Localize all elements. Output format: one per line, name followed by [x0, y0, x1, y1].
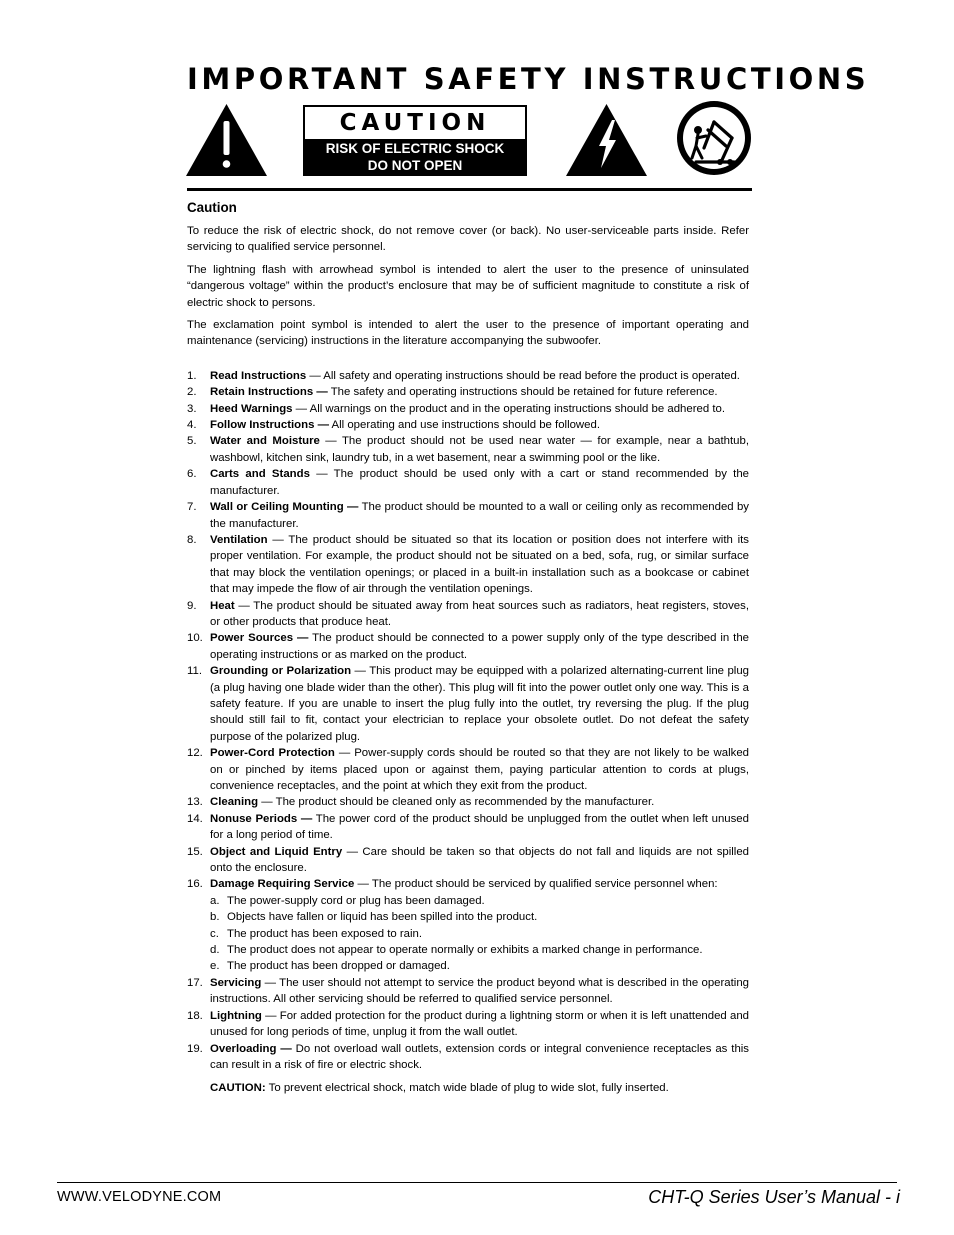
final-caution-text: To prevent electrical shock, match wide blade of plug to wide slot, fully inserted. — [265, 1082, 669, 1095]
item-text: The product should be mounted to a wall or ceiling only as recommended by the manufacturer. — [210, 501, 750, 530]
sub-list-item: d. The product does not appear to operate normally or exhibits a marked change in performance. — [210, 944, 703, 957]
item-number: 18. — [187, 1009, 203, 1022]
exclamation-triangle-icon — [186, 104, 267, 176]
item-title: Servicing — [210, 976, 262, 989]
item-number: 9. — [187, 599, 197, 612]
list-item: 13. Cleaning — The product should be cleaned only as recommended by the manufacturer. — [187, 794, 749, 810]
item-number: 13. — [187, 796, 203, 809]
item-number: 10. — [187, 632, 203, 645]
item-title: Cleaning — [210, 796, 259, 809]
item-number: 3. — [187, 402, 197, 415]
item-text: This product may be equipped with a polarized alternating-current line plug (a plug having one blade wider than the other). This plug will fit into the power outlet only one way. This is a safety feature. If you are unable to insert the plug fully into the outlet, try reversing the plug. If the plug should still fail to fit, contact your electrician to replace your obsolete outlet. Do not defeat the safety purpose of the polarized plug. — [210, 665, 749, 743]
list-item — [187, 417, 749, 433]
list-item: 15. Object and Liquid Entry — Care should be taken so that objects do not fall and liquids are not spilled onto the enclosure. — [187, 845, 749, 875]
item-title: Lightning — [210, 1009, 262, 1022]
item-number: 6. — [187, 468, 197, 481]
sub-list-item: e. The product has been dropped or damaged. — [210, 960, 450, 973]
item-text: The safety and operating instructions should be retained for future reference. — [330, 386, 718, 399]
item-number: 8. — [187, 533, 197, 546]
caution-label — [303, 105, 527, 176]
item-title: Overloading — — [210, 1042, 292, 1055]
item-number: 17. — [187, 976, 203, 989]
item-number: 12. — [187, 747, 203, 760]
final-caution-label: CAUTION: — [210, 1082, 266, 1095]
item-title: Carts and Stands — [210, 468, 310, 481]
item-text: The user should not attempt to service the product beyond what is described in the operating instructions. All other servicing should be referred to qualified service personnel. — [210, 976, 749, 1006]
item-text: All warnings on the product and in the operating instructions should be adhered to. — [309, 402, 725, 415]
item-text: All operating and use instructions should be followed. — [331, 419, 600, 432]
item-text: The product should be serviced by qualified service personnel when: — [371, 878, 718, 891]
list-item — [187, 630, 749, 663]
item-title: Wall or Ceiling Mounting — — [210, 501, 359, 514]
item-title: Damage Requiring Service — [210, 878, 355, 891]
list-item: 12. Power-Cord Protection — Power-supply cords should be routed so that they are not likely to be walked on or pinched by items placed upon or against them, paying particular attention to cords at plugs, convenience receptacles, and the point at which they exit from the product. — [187, 747, 749, 792]
item-number: 14. — [187, 812, 203, 825]
item-title: Ventilation — [210, 533, 268, 546]
caution-warning-panel — [305, 139, 525, 174]
caution-word: CAUTION — [339, 110, 491, 136]
list-item: 3. Heed Warnings — All warnings on the product and in the operating instructions should be adhered to. — [187, 401, 749, 417]
item-number: 7. — [187, 501, 197, 514]
list-item — [187, 499, 749, 532]
intro-paragraph: The lightning flash with arrowhead symbol is intended to alert the user to the presence of uninsulated “dangerous voltage” within the product’s enclosure that may be of sufficient magnitude to constitute a risk of electric shock to persons. — [187, 263, 749, 309]
list-item — [187, 384, 749, 400]
list-item — [187, 811, 749, 844]
caution-line-1: RISK OF ELECTRIC SHOCK — [325, 141, 505, 156]
list-item: 5. Water and Moisture — The product should not be used near water — for example, near a bathtub, washbowl, kitchen sink, laundry tub, in a wet basement, near a swimming pool or the like. — [187, 435, 750, 464]
item-text: The product should be situated away from heat sources such as radiators, heat registers, stoves, or other products that produce heat. — [210, 599, 749, 628]
instruction-list — [187, 368, 749, 1073]
item-text: Power-supply cords should be routed so that they are not likely to be walked on or pinched by items placed upon or against them, paying particular attention to cords at plugs, convenience receptacles, and the point at which they exit from the product. — [210, 747, 749, 792]
footer-website: WWW.VELODYNE.COM — [57, 1189, 222, 1205]
item-title: Object and Liquid Entry — [210, 845, 343, 858]
sub-list-item: a. The power-supply cord or plug has been damaged. — [210, 894, 485, 907]
cart-tip-over-icon — [676, 100, 752, 176]
intro-paragraph: The exclamation point symbol is intended to alert the user to the presence of important operating and maintenance (servicing) instructions in the literature accompanying the subwoofer. — [187, 319, 749, 348]
sub-list-item: c. The product has been exposed to rain. — [210, 927, 423, 940]
item-text: The product should be situated so that its location or position does not interfere with its proper ventilation. For example, the product should not be situated on a bed, sofa, rug, or similar surface that may block the ventilation openings; or placed in a built-in installation such as a bookcase or cabinet that may impede the flow of air through the ventilation openings. — [210, 533, 749, 596]
list-item: 8. Ventilation — The product should be situated so that its location or position does not interfere with its proper ventilation. For example, the product should not be situated on a bed, sofa, rug, or similar surface that may block the ventilation openings; or placed in a built-in installation such as a bookcase or cabinet that may impede the flow of air through the ventilation openings. — [187, 533, 749, 596]
final-caution — [210, 1080, 749, 1096]
item-title: Nonuse Periods — — [210, 812, 313, 825]
item-title: Heat — [210, 599, 235, 612]
header-divider — [187, 188, 752, 191]
item-text: The product should be connected to a power supply only of the type described in the operating instructions or as marked on the product. — [210, 632, 749, 661]
item-number: 11. — [187, 665, 202, 678]
footer-manual-title: CHT-Q Series User’s Manual - i — [648, 1187, 900, 1207]
list-item: 1. Read Instructions — All safety and operating instructions should be read before the product is operated. — [187, 368, 749, 384]
section-heading: Caution — [187, 200, 237, 215]
item-number: 19. — [187, 1042, 203, 1055]
item-text: The power cord of the product should be unplugged from the outlet when left unused for a long period of time. — [210, 812, 749, 842]
item-text: For added protection for the product during a lightning storm or when it is left unattended and unused for long periods of time, unplug it from the wall outlet. — [210, 1009, 749, 1039]
caution-line-2: DO NOT OPEN — [367, 158, 463, 173]
item-text: The product should be used only with a cart or stand recommended by the manufacturer. — [210, 468, 750, 497]
list-item: 6. Carts and Stands — The product should be used only with a cart or stand recommended by the manufacturer. — [187, 468, 750, 497]
sub-list-item: b. Objects have fallen or liquid has been spilled into the product. — [210, 911, 538, 924]
item-number: 5. — [187, 435, 197, 448]
item-number: 16. — [187, 878, 203, 891]
page-title: IMPORTANT SAFETY INSTRUCTIONS — [187, 62, 870, 96]
item-text: The product should be cleaned only as recommended by the manufacturer. — [275, 796, 655, 809]
item-number: 15. — [187, 845, 203, 858]
item-title: Retain Instructions — — [210, 386, 328, 399]
item-title: Water and Moisture — [210, 435, 320, 448]
item-title: Heed Warnings — [210, 402, 293, 415]
item-text: The product should not be used near water — for example, near a bathtub, washbowl, kitchen sink, laundry tub, in a wet basement, near a swimming pool or the like. — [210, 435, 750, 464]
item-text: Care should be taken so that objects do not fall and liquids are not spilled onto the enclosure. — [210, 845, 749, 875]
item-text: Do not overload wall outlets, extension cords or integral convenience receptacles as this can result in a risk of fire or electric shock. — [210, 1042, 750, 1071]
item-number: 4. — [187, 419, 197, 432]
list-item: 11. Grounding or Polarization — This product may be equipped with a polarized alternating-current line plug (a plug having one blade wider than the other). This plug will fit into the power outlet only one way. This is a safety feature. If you are unable to insert the plug fully into the outlet, try reversing the plug. If the plug should still fail to fit, contact your electrician to replace your obsolete outlet. Do not defeat the safety purpose of the polarized plug. — [187, 665, 749, 743]
list-item: 18. Lightning — For added protection for the product during a lightning storm or when it is left unattended and unused for long periods of time, unplug it from the wall outlet. — [187, 1009, 749, 1039]
item-text: All safety and operating instructions should be read before the product is operated. — [323, 369, 740, 382]
item-number: 2. — [187, 386, 197, 399]
list-item: 9. Heat — The product should be situated away from heat sources such as radiators, heat registers, stoves, or other products that produce heat. — [187, 599, 749, 628]
sub-list — [210, 893, 749, 975]
list-item: 16. Damage Requiring Service — The product should be serviced by qualified service personnel when: a. The power-supply cord or plug has been damaged. b. Objects have fallen or liquid has been spilled into the product. c. The product has been exposed to rain. d. The product does not appear to operate normally or exhibits a marked change in performance. e. The product has been dropped or damaged. — [187, 876, 749, 974]
lightning-triangle-icon — [566, 104, 647, 176]
item-title: Power Sources — — [210, 632, 309, 645]
item-title: Read Instructions — [210, 369, 307, 382]
intro-paragraph: To reduce the risk of electric shock, do not remove cover (or back). No user-serviceable parts inside. Refer servicing to qualified service personnel. — [187, 225, 749, 254]
list-item: 17. Servicing — The user should not attempt to service the product beyond what is described in the operating instructions. All other servicing should be referred to qualified service personnel. — [187, 976, 749, 1006]
list-item — [187, 1041, 749, 1074]
item-title: Power-Cord Protection — [210, 747, 335, 760]
footer-divider — [57, 1182, 897, 1183]
safety-content — [187, 199, 749, 1097]
item-title: Grounding or Polarization — [210, 665, 352, 678]
item-title: Follow Instructions — — [210, 419, 329, 432]
item-number: 1. — [187, 369, 197, 382]
